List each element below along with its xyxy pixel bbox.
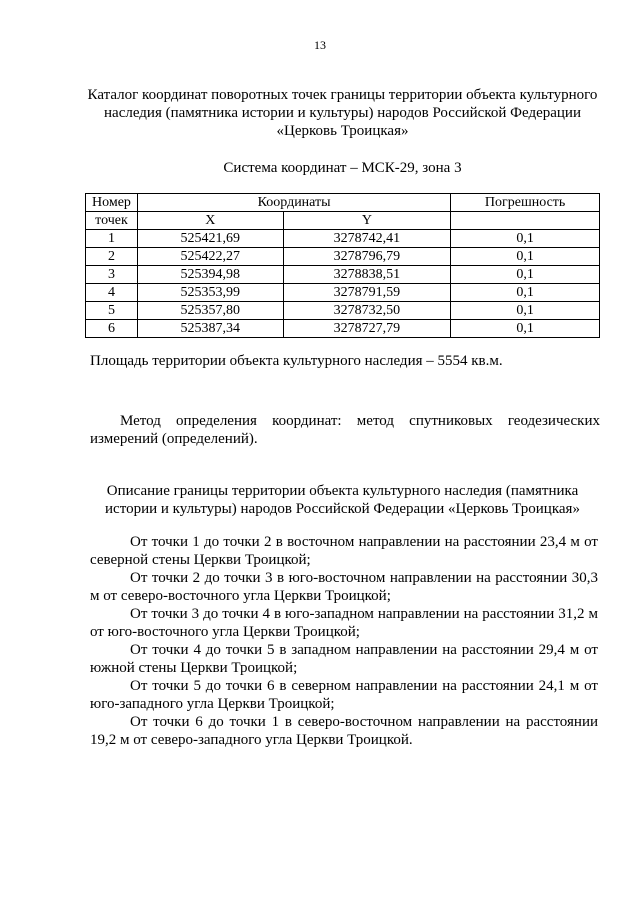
header-number: Номер — [86, 194, 138, 212]
point-y: 3278727,79 — [283, 320, 451, 338]
point-number: 6 — [86, 320, 138, 338]
point-x: 525353,99 — [137, 284, 283, 302]
catalog-title: Каталог координат поворотных точек границы территории объекта культурного наследия (памятника истории и культуры) народов Российской Федерации «Церковь Троицкая» — [87, 87, 598, 139]
area-statement: Площадь территории объекта культурного наследия – 5554 кв.м. — [90, 353, 503, 369]
point-x: 525394,98 — [137, 266, 283, 284]
point-number: 3 — [86, 266, 138, 284]
point-error: 0,1 — [451, 230, 600, 248]
boundary-segment: От точки 6 до точки 1 в северо-восточном направлении на расстоянии 19,2 м от северо-западного угла Церкви Троицкой. — [90, 714, 598, 748]
point-x: 525387,34 — [137, 320, 283, 338]
point-y: 3278796,79 — [283, 248, 451, 266]
point-error: 0,1 — [451, 302, 600, 320]
header-error-empty — [451, 212, 600, 230]
boundary-segment: От точки 3 до точки 4 в юго-западном направлении на расстоянии 31,2 м от юго-восточного угла Церкви Троицкой; — [90, 606, 598, 640]
boundary-segment: От точки 4 до точки 5 в западном направлении на расстоянии 29,4 м от южной стены Церкви Троицкой; — [90, 642, 598, 676]
point-x: 525421,69 — [137, 230, 283, 248]
header-coordinates: Координаты — [137, 194, 450, 212]
coordinate-system: Система координат – МСК-29, зона 3 — [223, 160, 462, 176]
page-number: 13 — [314, 38, 326, 52]
point-number: 5 — [86, 302, 138, 320]
header-y: Y — [283, 212, 451, 230]
table-row — [86, 248, 600, 266]
point-y: 3278742,41 — [283, 230, 451, 248]
table-row — [86, 266, 600, 284]
point-x: 525422,27 — [137, 248, 283, 266]
boundary-segment: От точки 1 до точки 2 в восточном направлении на расстоянии 23,4 м от северной стены Церкви Троицкой; — [90, 534, 598, 568]
header-error: Погрешность — [451, 194, 600, 212]
table-header-row — [86, 194, 600, 212]
table-row — [86, 302, 600, 320]
point-x: 525357,80 — [137, 302, 283, 320]
header-points: точек — [86, 212, 138, 230]
boundary-segment: От точки 5 до точки 6 в северном направлении на расстоянии 24,1 м от юго-западного угла Церкви Троицкой; — [90, 678, 598, 712]
table-row — [86, 320, 600, 338]
point-number: 4 — [86, 284, 138, 302]
point-y: 3278838,51 — [283, 266, 451, 284]
header-x: X — [137, 212, 283, 230]
point-number: 1 — [86, 230, 138, 248]
boundary-description-title: Описание границы территории объекта культурного наследия (памятника истории и культуры) народов Российской Федерации «Церковь Троицкая» — [105, 483, 580, 517]
point-error: 0,1 — [451, 266, 600, 284]
boundary-segment: От точки 2 до точки 3 в юго-восточном направлении на расстоянии 30,3 м от северо-восточного угла Церкви Троицкой; — [90, 570, 598, 604]
point-error: 0,1 — [451, 320, 600, 338]
coordinates-table — [85, 193, 600, 338]
point-y: 3278732,50 — [283, 302, 451, 320]
point-number: 2 — [86, 248, 138, 266]
point-y: 3278791,59 — [283, 284, 451, 302]
point-error: 0,1 — [451, 248, 600, 266]
point-error: 0,1 — [451, 284, 600, 302]
table-row — [86, 284, 600, 302]
boundary-segments — [90, 533, 598, 749]
table-row — [86, 230, 600, 248]
table-subheader-row — [86, 212, 600, 230]
method-statement: Метод определения координат: метод спутниковых геодезических измерений (определений). — [90, 413, 600, 447]
